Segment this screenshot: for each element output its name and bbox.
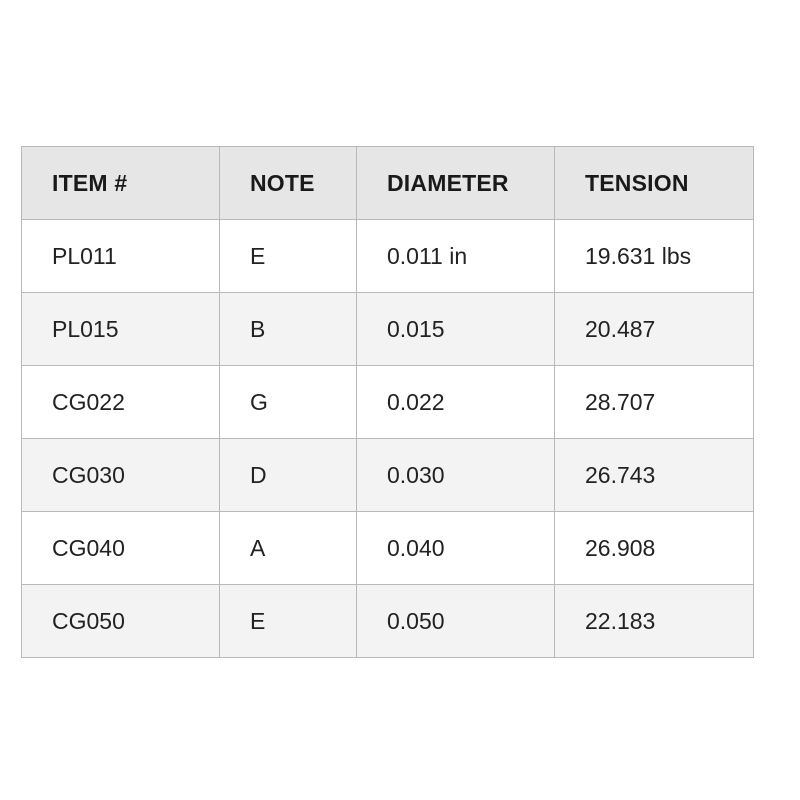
cell-tension: 28.707 — [555, 366, 754, 439]
cell-note: G — [220, 366, 357, 439]
table-row — [22, 366, 754, 439]
column-header-tension: TENSION — [555, 147, 754, 220]
cell-note: D — [220, 439, 357, 512]
cell-tension: 20.487 — [555, 293, 754, 366]
column-header-note: NOTE — [220, 147, 357, 220]
string-gauge-table-container — [21, 146, 753, 658]
string-gauge-table — [21, 146, 754, 658]
table-row — [22, 585, 754, 658]
column-header-item: ITEM # — [22, 147, 220, 220]
table-row — [22, 512, 754, 585]
cell-note: E — [220, 585, 357, 658]
cell-item: PL011 — [22, 220, 220, 293]
cell-diameter: 0.015 — [357, 293, 555, 366]
cell-item: CG050 — [22, 585, 220, 658]
cell-tension: 22.183 — [555, 585, 754, 658]
table-header-row — [22, 147, 754, 220]
cell-item: CG040 — [22, 512, 220, 585]
cell-tension: 26.908 — [555, 512, 754, 585]
cell-note: E — [220, 220, 357, 293]
cell-note: B — [220, 293, 357, 366]
table-row — [22, 293, 754, 366]
table-row — [22, 220, 754, 293]
cell-diameter: 0.022 — [357, 366, 555, 439]
table-row — [22, 439, 754, 512]
cell-note: A — [220, 512, 357, 585]
cell-diameter: 0.030 — [357, 439, 555, 512]
cell-diameter: 0.011 in — [357, 220, 555, 293]
cell-diameter: 0.050 — [357, 585, 555, 658]
cell-item: CG022 — [22, 366, 220, 439]
cell-item: CG030 — [22, 439, 220, 512]
cell-tension: 19.631 lbs — [555, 220, 754, 293]
column-header-diameter: DIAMETER — [357, 147, 555, 220]
cell-diameter: 0.040 — [357, 512, 555, 585]
cell-item: PL015 — [22, 293, 220, 366]
cell-tension: 26.743 — [555, 439, 754, 512]
